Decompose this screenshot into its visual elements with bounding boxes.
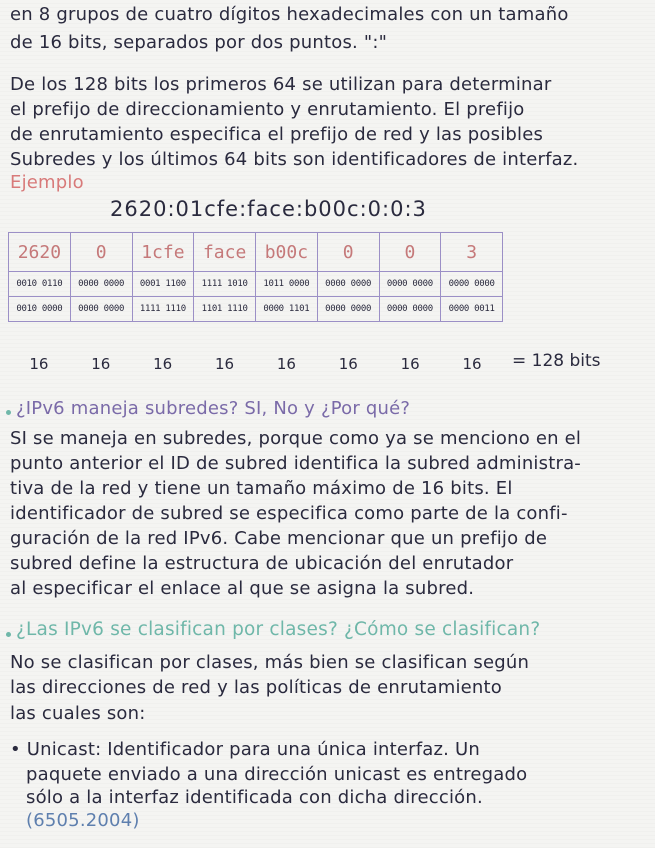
binary-cell: 0000 0011 [441,297,503,322]
bullet-dot-icon [6,410,11,415]
binary-cell: 0000 0000 [441,272,503,297]
binary-row-1 [9,272,503,297]
answer-2-line-2: las direcciones de red y las políticas de enrutamiento [10,677,502,698]
answer-1-line-1: SI se maneja en subredes, porque como ya se menciono en el [10,428,582,449]
binary-cell: 0000 0000 [379,272,441,297]
answer-1-line-5: guración de la red IPv6. Cabe mencionar que un prefijo de [10,528,548,549]
intro-line-1: en 8 grupos de cuatro dígitos hexadecimales con un tamaño [10,4,569,25]
bit-size-label: 16 [91,355,111,373]
binary-row-2 [9,297,503,322]
hex-cell: face [194,233,256,272]
intro-line-2: de 16 bits, separados por dos puntos. ":" [10,32,388,53]
binary-cell: 1111 1010 [194,272,256,297]
binary-cell: 1011 0000 [256,272,318,297]
example-address: 2620:01cfe:face:b00c:0:0:3 [110,197,427,221]
binary-cell: 0000 0000 [70,297,132,322]
answer-1-line-4: identificador de subred se especifica como parte de la confi- [10,503,568,524]
prefix-line-1: De los 128 bits los primeros 64 se utilizan para determinar [10,74,552,95]
binary-cell: 0010 0110 [9,272,71,297]
bit-size-label: 16 [400,355,420,373]
prefix-line-3: de enrutamiento especifica el prefijo de red y las posibles [10,124,544,145]
binary-cell: 0000 1101 [256,297,318,322]
answer-1-line-3: tiva de la red y tiene un tamaño máximo de 16 bits. El [10,478,513,499]
unicast-line-3: sólo a la interfaz identificada con dicha dirección. [26,787,483,808]
unicast-line-1: • Unicast: Identificador para una única interfaz. Un [10,739,480,760]
binary-cell: 1101 1110 [194,297,256,322]
bit-size-label: 16 [215,355,235,373]
bit-size-label: 16 [338,355,358,373]
bit-size-label: 16 [29,355,49,373]
binary-cell: 0001 1100 [132,272,194,297]
binary-cell: 0000 0000 [379,297,441,322]
hex-cell: 1cfe [132,233,194,272]
hex-cell: b00c [256,233,318,272]
hex-cell: 0 [317,233,379,272]
binary-cell: 0000 0000 [317,272,379,297]
bit-size-label: 16 [462,355,482,373]
bullet-dot-icon [6,632,11,637]
unicast-line-2: paquete enviado a una dirección unicast es entregado [26,764,528,785]
answer-1-line-6: subred define la estructura de ubicación del enrutador [10,553,514,574]
binary-cell: 0010 0000 [9,297,71,322]
bit-size-row [8,355,503,375]
binary-cell: 0000 0000 [70,272,132,297]
answer-2-line-3: las cuales son: [10,703,146,724]
hex-cell: 0 [70,233,132,272]
bit-size-label: 16 [276,355,296,373]
binary-cell: 0000 0000 [317,297,379,322]
hex-cell: 3 [441,233,503,272]
answer-2-line-1: No se clasifican por clases, más bien se clasifican según [10,652,530,673]
hex-cell: 2620 [9,233,71,272]
hex-group-row [9,233,503,272]
prefix-line-2: el prefijo de direccionamiento y enrutamiento. El prefijo [10,99,525,120]
answer-1-line-2: punto anterior el ID de subred identifica la subred administra- [10,453,581,474]
bit-size-label: 16 [153,355,173,373]
question-2: ¿Las IPv6 se clasifican por clases? ¿Cómo se clasifican? [16,619,541,640]
example-label: Ejemplo [10,172,84,193]
citation: (6505.2004) [26,810,140,831]
total-bits-label: = 128 bits [512,351,601,371]
answer-1-line-7: al especificar el enlace al que se asigna la subred. [10,578,475,599]
address-breakdown-table [8,232,503,322]
hex-cell: 0 [379,233,441,272]
binary-cell: 1111 1110 [132,297,194,322]
prefix-line-4: Subredes y los últimos 64 bits son identificadores de interfaz. [10,149,579,170]
question-1: ¿IPv6 maneja subredes? SI, No y ¿Por qué? [16,398,411,419]
